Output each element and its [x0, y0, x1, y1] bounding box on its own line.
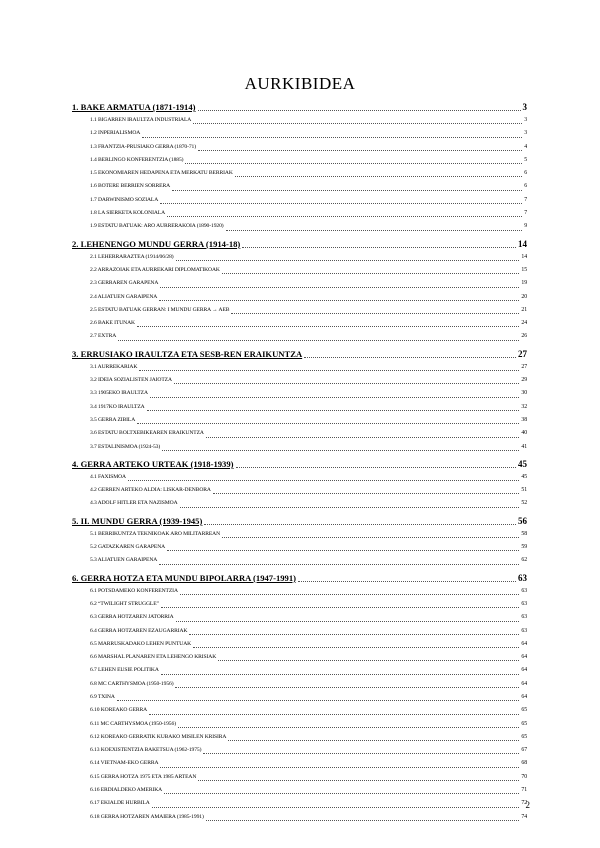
- toc-subsection[interactable]: [72, 757, 527, 770]
- toc-entry-label: 1.8 LA SIERKETA KOLONIALA: [90, 210, 166, 217]
- toc-entry-label: 6. GERRA HOTZA ETA MUNDU BIPOLARRA (1947-1991): [72, 572, 297, 583]
- toc-entry-page: 20: [521, 293, 527, 300]
- toc-entry-page: 15: [521, 266, 527, 273]
- dot-leader: [161, 674, 520, 675]
- dot-leader: [236, 467, 517, 468]
- dot-leader: [176, 621, 520, 622]
- toc-subsection[interactable]: [72, 718, 527, 731]
- toc-entry-page: 38: [521, 416, 527, 423]
- toc-entry-label: 6.16 ERDIALDEKO AMERIKA: [90, 787, 163, 794]
- toc-entry-page: 26: [521, 333, 527, 340]
- toc-subsection[interactable]: [72, 277, 527, 290]
- dot-leader: [226, 230, 523, 231]
- toc-chapter[interactable]: [72, 237, 527, 251]
- toc-subsection[interactable]: [72, 180, 527, 193]
- dot-leader: [213, 493, 520, 494]
- toc-entry-label: 2. LEHENENGO MUNDU GERRA (1914-18): [72, 238, 241, 249]
- toc-subsection[interactable]: [72, 771, 527, 784]
- toc-entry-label: 4.1 FAXISMOA: [90, 473, 126, 480]
- toc-entry-label: 6.17 EKIALDE HURBILA: [90, 800, 150, 807]
- toc-entry-label: 2.1 LEHERRARAZTEA (1914/06/28): [90, 253, 174, 260]
- toc-entry-page: 63: [521, 627, 527, 634]
- toc-entry-page: 27: [521, 363, 527, 370]
- toc-entry-page: 14: [518, 238, 527, 249]
- dot-leader: [137, 326, 519, 327]
- dot-leader: [139, 370, 519, 371]
- toc-entry-label: 3.2 IDEIA SOZIALISTEN JAIOTZA: [90, 377, 172, 384]
- dot-leader: [222, 537, 519, 538]
- toc-entry-page: 30: [521, 390, 527, 397]
- toc-entry-label: 3.6 ESTATU BOLTXEBIKEAREN ERAIKUNTZA: [90, 430, 204, 437]
- dot-leader: [206, 820, 520, 821]
- toc-subsection[interactable]: [72, 167, 527, 180]
- toc-entry-label: 4. GERRA ARTEKO URTEAK (1918-1939): [72, 458, 234, 469]
- toc-subsection[interactable]: [72, 497, 527, 510]
- toc-chapter[interactable]: [72, 514, 527, 528]
- toc-subsection[interactable]: [72, 194, 527, 207]
- toc-entry-page: 27: [518, 348, 527, 359]
- dot-leader: [147, 410, 520, 411]
- dot-leader: [178, 727, 519, 728]
- toc-entry-label: 3.1 AURREKARIAK: [90, 363, 138, 370]
- page-title: AURKIBIDEA: [244, 74, 356, 93]
- toc-entry-page: 7: [524, 196, 527, 203]
- dot-leader: [228, 740, 519, 741]
- toc-entry-label: 1.5 EKONOMIAREN HEDAPENA ETA MERKATU BERRIAK: [90, 170, 233, 177]
- page-number: 2: [525, 800, 530, 810]
- toc-subsection[interactable]: [72, 141, 527, 154]
- toc-entry-page: 71: [521, 787, 527, 794]
- dot-leader: [298, 581, 516, 582]
- toc-entry-page: 63: [521, 614, 527, 621]
- toc-entry-label: 6.7 LEHEN EUSIE POLITIKA: [90, 667, 159, 674]
- toc-entry-label: 5.2 GATAZKAREN GARAPENA: [90, 544, 166, 551]
- toc-entry-page: 4: [524, 143, 527, 150]
- toc-entry-label: 1. BAKE ARMATUA (1871-1914): [72, 102, 196, 112]
- toc-subsection[interactable]: [72, 304, 527, 317]
- toc-subsection[interactable]: [72, 291, 527, 304]
- toc-subsection[interactable]: [72, 154, 527, 167]
- dot-leader: [231, 313, 519, 314]
- toc-subsection[interactable]: [72, 664, 527, 677]
- dot-leader: [198, 150, 522, 151]
- toc-entry-page: 3: [522, 102, 527, 112]
- toc-subsection[interactable]: [72, 811, 527, 824]
- toc-entry-page: 19: [521, 280, 527, 287]
- dot-leader: [235, 176, 522, 177]
- toc-entry-page: 6: [524, 170, 527, 177]
- dot-leader: [167, 550, 519, 551]
- toc-entry-page: 14: [521, 253, 527, 260]
- dot-leader: [160, 287, 519, 288]
- toc-chapter[interactable]: [72, 347, 527, 361]
- dot-leader: [172, 190, 522, 191]
- dot-leader: [185, 163, 522, 164]
- toc-subsection[interactable]: [72, 651, 527, 664]
- toc-chapter[interactable]: [72, 571, 527, 585]
- dot-leader: [159, 564, 519, 565]
- toc-entry-page: 65: [521, 720, 527, 727]
- toc-entry-page: 64: [521, 693, 527, 700]
- toc-entry-label: 3.5 GERRA ZIBILA: [90, 416, 136, 423]
- toc-entry-page: 74: [521, 813, 527, 820]
- toc-subsection[interactable]: [72, 744, 527, 757]
- dot-leader: [222, 273, 520, 274]
- toc-subsection[interactable]: [72, 441, 527, 454]
- dot-leader: [160, 203, 522, 204]
- toc-entry-label: 3. ERRUSIAKO IRAULTZA ETA SESB-REN ERAIKUNTZA: [72, 348, 303, 359]
- toc-subsection[interactable]: [72, 401, 527, 414]
- toc-entry-page: 63: [518, 572, 527, 583]
- toc-entry-label: 2.2 ARRAZOIAK ETA AURREKARI DIPLOMATIKOAK: [90, 266, 220, 273]
- toc-entry-label: 6.3 GERRA HOTZAREN JATORRIA: [90, 614, 174, 621]
- toc-entry-page: 3: [524, 117, 527, 123]
- toc-entry-label: 6.15 GERRA HOTZA 1975 ETA 1985 ARTEAN: [90, 773, 197, 780]
- toc-subsection[interactable]: [72, 427, 527, 440]
- toc-entry-page: 56: [518, 515, 527, 526]
- toc-entry-page: 21: [521, 306, 527, 313]
- toc-subsection[interactable]: [72, 541, 527, 554]
- toc-subsection[interactable]: [72, 638, 527, 651]
- toc-subsection[interactable]: [72, 797, 527, 810]
- dot-leader: [198, 110, 521, 111]
- toc-subsection[interactable]: [72, 585, 527, 598]
- toc-entry-label: 2.3 GERRAREN GARAPENA: [90, 280, 159, 287]
- toc-entry-label: 6.5 MARRUSKADAKO LEHEN PUNTUAK: [90, 640, 192, 647]
- dot-leader: [164, 793, 519, 794]
- toc-entry-label: 6.2 “TWILIGHT STRUGGLE”: [90, 600, 159, 607]
- toc-entry-label: 6.10 KOREAKO GERRA: [90, 707, 148, 714]
- toc-entry-page: 67: [521, 747, 527, 754]
- toc-entry-label: 6.6 MARSHAL PLANAREN ETA LEHENGO KRISIAK: [90, 654, 217, 661]
- dot-leader: [218, 660, 519, 661]
- toc-subsection[interactable]: [72, 528, 527, 541]
- dot-leader: [150, 397, 519, 398]
- toc-subsection[interactable]: [72, 611, 527, 624]
- toc-entry-label: 5.3 ALIATUEN GARAIPENA: [90, 557, 158, 564]
- toc-subsection[interactable]: [72, 317, 527, 330]
- toc-entry-page: 24: [521, 320, 527, 327]
- toc-entry-page: 41: [521, 443, 527, 450]
- toc-entry-label: 2.7 EXTRA: [90, 333, 117, 340]
- toc-subsection[interactable]: [72, 374, 527, 387]
- toc-entry-label: 6.14 VIETNAM-EKO GERRA: [90, 760, 159, 767]
- toc-entry-page: 72: [521, 800, 527, 807]
- toc-entry-page: 3: [524, 130, 527, 137]
- toc-entry-label: 5.1 BERRIKUNTZA TEKNIKOAK ARO MILITARREAN: [90, 530, 221, 537]
- toc-entry-label: 6.1 POTSDAMEKO KONFERENTZIA: [90, 587, 178, 594]
- toc-entry-label: 6.13 KOEXISTENTZIA BAKETSUA (1962-1975): [90, 747, 202, 754]
- toc-entry-page: 65: [521, 707, 527, 714]
- dot-leader: [137, 423, 519, 424]
- toc-subsection[interactable]: [72, 598, 527, 611]
- toc-entry-label: 1.1 BIGARREN IRAULTZA INDUSTRIALA: [90, 117, 192, 123]
- dot-leader: [160, 767, 519, 768]
- dot-leader: [206, 437, 520, 438]
- dot-leader: [174, 383, 519, 384]
- toc-subsection[interactable]: [72, 554, 527, 567]
- toc-subsection[interactable]: [72, 731, 527, 744]
- toc-entry-page: 29: [521, 377, 527, 384]
- dot-leader: [193, 647, 519, 648]
- toc-entry-page: 63: [521, 587, 527, 594]
- toc-entry-label: 3.4 1917KO IRAULTZA: [90, 403, 145, 410]
- toc-subsection[interactable]: [72, 414, 527, 427]
- dot-leader: [167, 216, 522, 217]
- toc-subsection[interactable]: [72, 207, 527, 220]
- dot-leader: [128, 480, 519, 481]
- toc-subsection[interactable]: [72, 251, 527, 264]
- toc-subsection[interactable]: [72, 678, 527, 691]
- toc-entry-label: 1.6 BOTERE BERRIEN SORRERA: [90, 183, 171, 190]
- dot-leader: [304, 357, 516, 358]
- toc-subsection[interactable]: [72, 127, 527, 140]
- toc-entry-label: 6.18 GERRA HOTZAREN AMAIERA (1985-1991): [90, 813, 204, 820]
- toc-entry-label: 6.4 GERRA HOTZAREN EZAUGARRIAK: [90, 627, 188, 634]
- dot-leader: [118, 340, 519, 341]
- toc-entry-page: 52: [521, 500, 527, 507]
- toc-entry-page: 40: [521, 430, 527, 437]
- toc-chapter[interactable]: [72, 100, 527, 114]
- dot-leader: [193, 123, 522, 124]
- toc-entry-label: 6.8 MC CARTHYSMOA (1950-1956): [90, 680, 174, 687]
- table-of-contents: [72, 97, 527, 824]
- toc-entry-label: 2.5 ESTATU BATUAK GERRAN: I MUNDU GERRA → AEB: [90, 306, 230, 313]
- toc-subsection[interactable]: [72, 361, 527, 374]
- toc-entry-page: 59: [521, 544, 527, 551]
- dot-leader: [203, 753, 519, 754]
- toc-subsection[interactable]: [72, 691, 527, 704]
- toc-entry-page: 5: [524, 156, 527, 163]
- toc-entry-page: 64: [521, 667, 527, 674]
- toc-entry-label: 6.9 TXINA: [90, 693, 115, 700]
- toc-entry-label: 6.12 KOREAKO GERRATIK KUBAKO MISILEN KRISIRA: [90, 733, 227, 740]
- toc-entry-label: 5. II. MUNDU GERRA (1939-1945): [72, 515, 203, 526]
- toc-entry-page: 64: [521, 654, 527, 661]
- toc-entry-label: 1.4 BERLINGO KONFERENTZIA (1885): [90, 156, 184, 163]
- toc-entry-page: 64: [521, 640, 527, 647]
- toc-entry-page: 6: [524, 183, 527, 190]
- dot-leader: [152, 807, 520, 808]
- toc-entry-label: 1.3 FRANTZIA-PRUSIAKO GERRA (1870-71): [90, 143, 197, 150]
- dot-leader: [189, 634, 519, 635]
- dot-leader: [242, 247, 516, 248]
- dot-leader: [175, 687, 519, 688]
- toc-entry-page: 58: [521, 530, 527, 537]
- toc-subsection[interactable]: [72, 484, 527, 497]
- toc-entry-page: 51: [521, 487, 527, 494]
- toc-subsection[interactable]: [72, 784, 527, 797]
- toc-subsection[interactable]: [72, 471, 527, 484]
- toc-entry-page: 9: [524, 223, 527, 230]
- toc-entry-label: 4.3 ADOLF HITLER ETA NAZISMOA: [90, 500, 178, 507]
- toc-entry-label: 2.4 ALIATUEN GARAIPENA: [90, 293, 158, 300]
- dot-leader: [180, 594, 520, 595]
- toc-chapter[interactable]: [72, 457, 527, 471]
- toc-entry-page: 65: [521, 733, 527, 740]
- dot-leader: [161, 607, 519, 608]
- toc-entry-page: 64: [521, 680, 527, 687]
- dot-leader: [180, 507, 520, 508]
- dot-leader: [142, 137, 522, 138]
- toc-entry-page: 7: [524, 210, 527, 217]
- dot-leader: [117, 700, 520, 701]
- toc-entry-label: 1.9 ESTATU BATUAK: ARO AURRERAKOIA (1890-1920): [90, 223, 224, 230]
- toc-entry-page: 70: [521, 773, 527, 780]
- toc-subsection[interactable]: [72, 704, 527, 717]
- toc-entry-page: 62: [521, 557, 527, 564]
- toc-entry-page: 32: [521, 403, 527, 410]
- toc-entry-page: 45: [521, 473, 527, 480]
- toc-entry-label: 2.6 BAKE ITUNAK: [90, 320, 135, 327]
- toc-entry-page: 68: [521, 760, 527, 767]
- toc-entry-label: 4.2 GERREN ARTEKO ALDIA: LISKAR-DENBORA: [90, 487, 211, 494]
- toc-subsection[interactable]: [72, 264, 527, 277]
- toc-entry-page: 45: [518, 458, 527, 469]
- dot-leader: [204, 524, 516, 525]
- toc-subsection[interactable]: [72, 330, 527, 343]
- toc-entry-page: 63: [521, 600, 527, 607]
- toc-entry-label: 3.7 ESTALINISMOA (1924-53): [90, 443, 161, 450]
- toc-entry-label: 6.11 MC CARTHYSMOA (1950-1956): [90, 720, 176, 727]
- toc-subsection[interactable]: [72, 387, 527, 400]
- toc-entry-label: 1.7 DARWINISMO SOZIALA: [90, 196, 159, 203]
- toc-subsection[interactable]: [72, 114, 527, 127]
- toc-subsection[interactable]: [72, 220, 527, 233]
- toc-entry-label: 3.3 1905EKO IRAULTZA: [90, 390, 148, 397]
- dot-leader: [198, 780, 519, 781]
- dot-leader: [159, 300, 519, 301]
- dot-leader: [162, 450, 519, 451]
- toc-entry-label: 1.2 INPERIALISMOA: [90, 130, 141, 137]
- dot-leader: [149, 714, 519, 715]
- dot-leader: [176, 260, 520, 261]
- toc-subsection[interactable]: [72, 625, 527, 638]
